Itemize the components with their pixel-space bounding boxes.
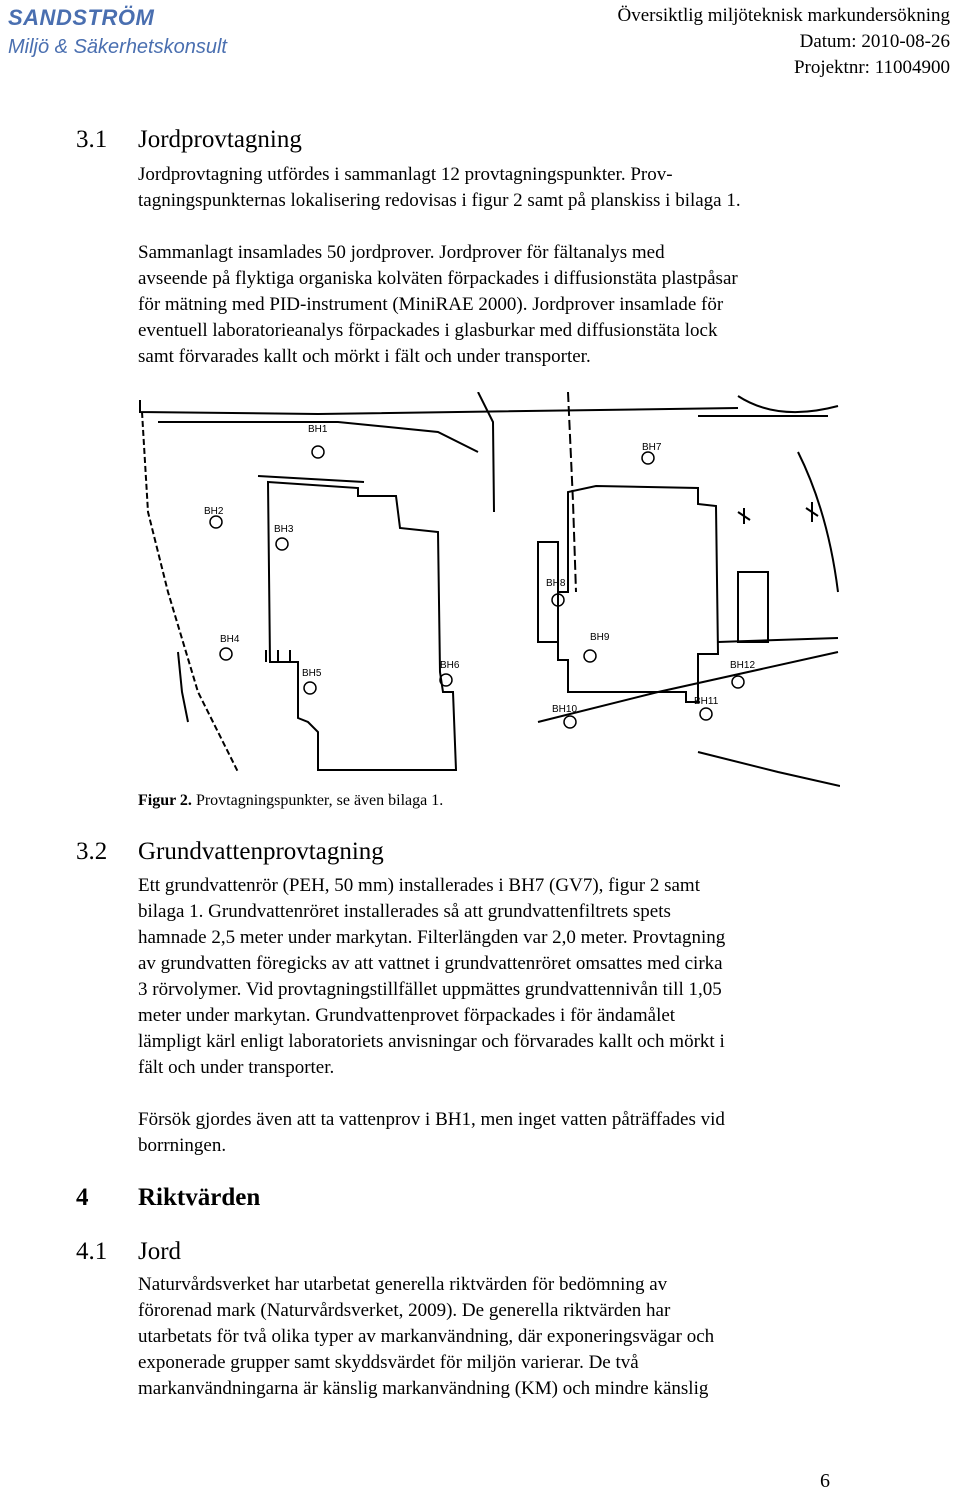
page-number: 6: [820, 1470, 830, 1492]
section-4-number: 4: [76, 1184, 89, 1211]
text-line: samt förvarades kallt och mörkt i fält och under transporter.: [138, 346, 591, 367]
section-3-1-paragraph-2: [138, 240, 858, 370]
borehole-label: BH9: [590, 632, 610, 643]
text-line: borrningen.: [138, 1135, 227, 1156]
text-line: bilaga 1. Grundvattenröret installerades så att grundvattenfiltrets spets: [138, 901, 671, 922]
site-plan-figure: [138, 392, 840, 788]
section-3-2-paragraph-2: [138, 1107, 858, 1159]
building-right-outline: [558, 486, 718, 702]
section-3-1-paragraph-1: [138, 162, 858, 214]
borehole-bh3-symbol: [276, 538, 288, 550]
text-line: av grundvatten föregicks av att vattnet i grundvattenröret omsattes med cirka: [138, 953, 723, 974]
borehole-label: BH12: [730, 660, 756, 671]
text-line: hamnade 2,5 meter under markytan. Filterlängden var 2,0 meter. Provtagning: [138, 927, 726, 948]
boundary-line: [718, 638, 838, 642]
borehole-label: BH4: [220, 634, 240, 645]
road-line: [478, 392, 494, 512]
text-line: fält och under transporter.: [138, 1057, 335, 1078]
borehole-label: BH8: [546, 578, 566, 589]
text-line: 3 rörvolymer. Vid provtagningstillfället uppmättes grundvattennivån till 1,05: [138, 979, 722, 1000]
borehole-label: BH6: [440, 660, 460, 671]
document-date: Datum: 2010-08-26: [799, 31, 950, 52]
marker: [806, 502, 818, 522]
road-line: [538, 652, 838, 722]
section-3-1-title: Jordprovtagning: [138, 126, 302, 153]
small-structure: [538, 542, 558, 642]
text-line: lämpligt kärl enligt laboratoriets anvisningar och förvarades kallt och mörkt i: [138, 1031, 725, 1052]
section-4-title: Riktvärden: [138, 1184, 261, 1211]
marker: [738, 508, 750, 524]
borehole-label: BH1: [308, 424, 328, 435]
borehole-label: BH10: [552, 704, 578, 715]
section-3-1-number: 3.1: [76, 126, 108, 153]
borehole-bh10-symbol: [564, 716, 576, 728]
text-line: exponerade grupper samt skyddsvärdet för miljön varierar. De två: [138, 1352, 639, 1373]
building-left-edge: [258, 476, 364, 482]
text-line: eventuell laboratorieanalys förpackades i glasburkar med diffusionstäta lock: [138, 320, 718, 341]
road-line: [798, 452, 838, 592]
borehole-bh2-symbol: [210, 516, 222, 528]
section-4-1-title: Jord: [138, 1238, 182, 1265]
text-line: avseende på flyktiga organiska kolväten förpackades i diffusionstäta plastpåsar: [138, 268, 738, 289]
borehole-label: BH2: [204, 506, 224, 517]
borehole-bh5-symbol: [304, 682, 316, 694]
text-line: utarbetats för två olika typer av markanvändning, där exponeringsvägar och: [138, 1326, 715, 1347]
section-3-2-title: Grundvattenprovtagning: [138, 838, 384, 865]
figure-caption: [138, 792, 443, 810]
text-line: Sammanlagt insamlades 50 jordprover. Jordprover för fältanalys med: [138, 242, 665, 263]
borehole-bh4-symbol: [220, 648, 232, 660]
section-4-1-number: 4.1: [76, 1238, 108, 1265]
borehole-label: BH7: [642, 442, 662, 453]
borehole-bh1-symbol: [312, 446, 324, 458]
text-line: Jordprovtagning utfördes i sammanlagt 12 provtagningspunkter. Prov-: [138, 164, 673, 185]
section-3-2-number: 3.2: [76, 838, 108, 865]
text-line: förorenad mark (Naturvårdsverket, 2009). De generella riktvärden har: [138, 1300, 671, 1321]
document-title: Översiktlig miljöteknisk markundersökning: [617, 5, 950, 26]
road-line: [698, 752, 840, 786]
borehole-bh9-symbol: [584, 650, 596, 662]
borehole-bh7-symbol: [642, 452, 654, 464]
text-line: Försök gjordes även att ta vattenprov i BH1, men inget vatten påträffades vid: [138, 1109, 725, 1130]
section-3-2-paragraph-1: [138, 873, 858, 1081]
text-line: meter under markytan. Grundvattenprovet förpackades i för ändamålet: [138, 1005, 676, 1026]
road-line: [140, 400, 738, 414]
building-left-outline: [268, 482, 456, 770]
borehole-bh11-symbol: [700, 708, 712, 720]
text-line: Ett grundvattenrör (PEH, 50 mm) installerades i BH7 (GV7), figur 2 samt: [138, 875, 700, 896]
road-line: [142, 412, 238, 772]
project-number: Projektnr: 11004900: [793, 57, 950, 78]
text-line: Naturvårdsverket har utarbetat generella riktvärden för bedömning av: [138, 1274, 668, 1295]
borehole-label: BH5: [302, 668, 322, 679]
small-structure: [738, 572, 768, 642]
text-line: för mätning med PID-instrument (MiniRAE 2000). Jordprover insamlade för: [138, 294, 724, 315]
borehole-label: BH3: [274, 524, 294, 535]
text-line: markanvändningarna är känslig markanvändning (KM) och mindre känslig: [138, 1378, 709, 1399]
section-4-1-paragraph-1: [138, 1272, 858, 1402]
borehole-label: BH11: [694, 696, 719, 707]
text-line: tagningspunkternas lokalisering redovisas i figur 2 samt på planskiss i bilaga 1.: [138, 190, 741, 211]
figure-caption-text: Provtagningspunkter, se även bilaga 1.: [191, 792, 444, 809]
company-subtitle: Miljö & Säkerhetskonsult: [8, 36, 227, 58]
road-line: [178, 652, 188, 722]
road-line: [738, 396, 838, 412]
company-logo-text: SANDSTRÖM: [8, 5, 155, 30]
figure-caption-label: Figur 2.: [138, 792, 192, 809]
borehole-bh12-symbol: [732, 676, 744, 688]
